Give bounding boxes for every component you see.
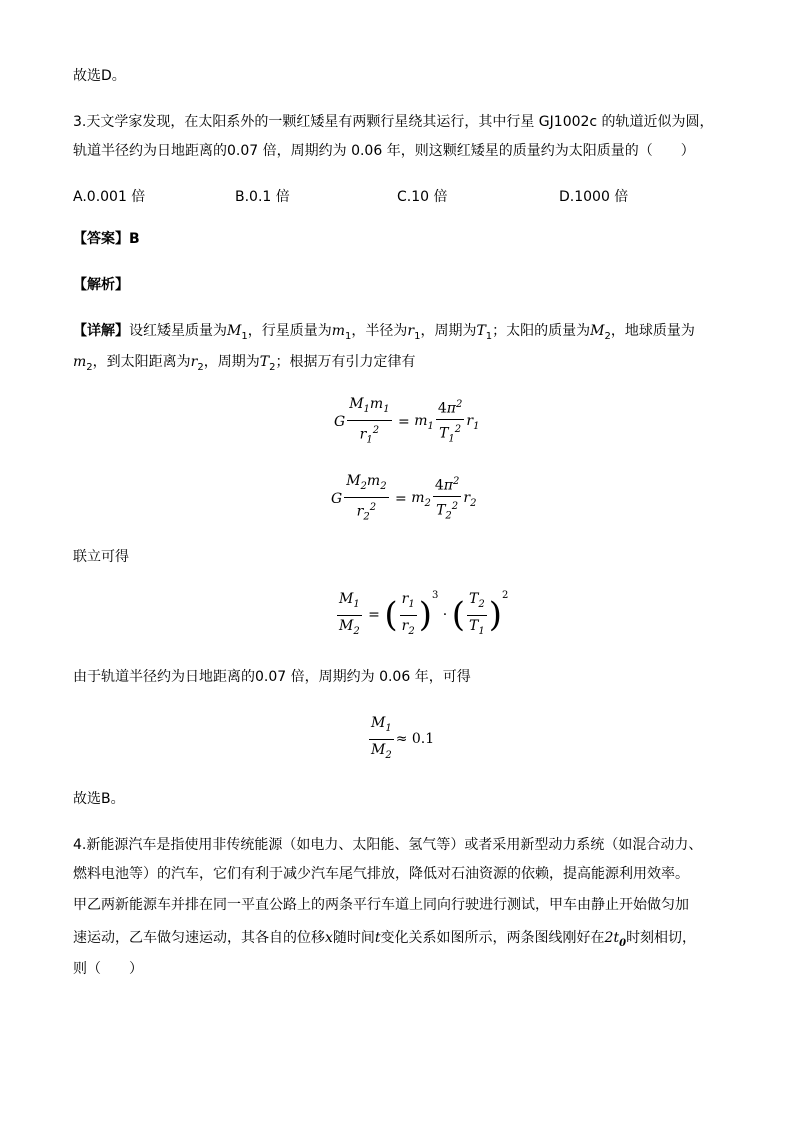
equation-result: $\frac{M_1}{M_2}$ ≈ 0.1 [371, 715, 435, 761]
q4-stem-line2: 燃料电池等）的汽车，它们有利于减少汽车尾气排放，降低对石油资源的依赖，提高能源利用效率。 [73, 866, 689, 882]
previous-conclusion: 故选D。 [73, 68, 126, 84]
analysis-label: 【解析】 [73, 277, 129, 293]
q3-stem-line2: 轨道半径约为日地距离的0.07 倍，周期约为 0.06 年，则这颗红矮星的质量约为太阳质量的（ ） [73, 143, 695, 159]
q4-stem-line3: 甲乙两新能源车并排在同一平直公路上的两条平行车道上同向行驶进行测试，甲车由静止开始做匀加 [73, 897, 689, 913]
combine-text: 联立可得 [73, 549, 129, 565]
q3-stem-line1: 3.天文学家发现，在太阳系外的一颗红矮星有两颗行星绕其运行，其中行星 GJ1002c 的轨道近似为圆， [73, 114, 714, 130]
equation-gravity-earth: G $\frac{M_2m_2}{r_2^2}$ = $m_2$ $\frac{4\pi^2}{T_2^2}$ $r_2$ [331, 473, 477, 523]
q3-conclusion: 故选B。 [73, 791, 125, 807]
detail-line2: $m_2$，到太阳距离为$r_2$，周期为$T_2$；根据万有引力定律有 [73, 354, 416, 373]
option-b: B.0.1 倍 [235, 189, 290, 205]
option-d: D.1000 倍 [559, 189, 629, 205]
q4-stem-line5: 则（ ） [73, 961, 143, 977]
equation-gravity-planet: G $\frac{M_1m_1}{r_1^2}$ = $m_1$ $\frac{4\pi^2}{T_1^2}$ $r_1$ [334, 396, 480, 446]
equation-mass-ratio: $\frac{M_1}{M_2}$ = ( $\frac{r_1}{r_2}$ ) $^3$ · ( $\frac{T_2}{T_1}$ ) $^2$ [339, 590, 509, 637]
option-a: A.0.001 倍 [73, 189, 146, 205]
given-text: 由于轨道半径约为日地距离的0.07 倍，周期约为 0.06 年，可得 [73, 669, 471, 685]
detail-line1: 【详解】设红矮星质量为$M_1$，行星质量为$m_1$，半径为$r_1$，周期为$T_1$；太阳的质量为$M_2$，地球质量为 [73, 323, 695, 342]
answer-label: 【答案】B [73, 231, 140, 247]
q4-stem-line4: 速运动，乙车做匀速运动，其各自的位移x随时间t变化关系如图所示，两条图线刚好在$2t_0$时刻相切， [73, 930, 697, 949]
q4-stem-line1: 4.新能源汽车是指使用非传统能源（如电力、太阳能、氢气等）或者采用新型动力系统（如混合动力、 [73, 837, 703, 853]
detail-label: 【详解】 [73, 323, 129, 339]
option-c: C.10 倍 [397, 189, 448, 205]
